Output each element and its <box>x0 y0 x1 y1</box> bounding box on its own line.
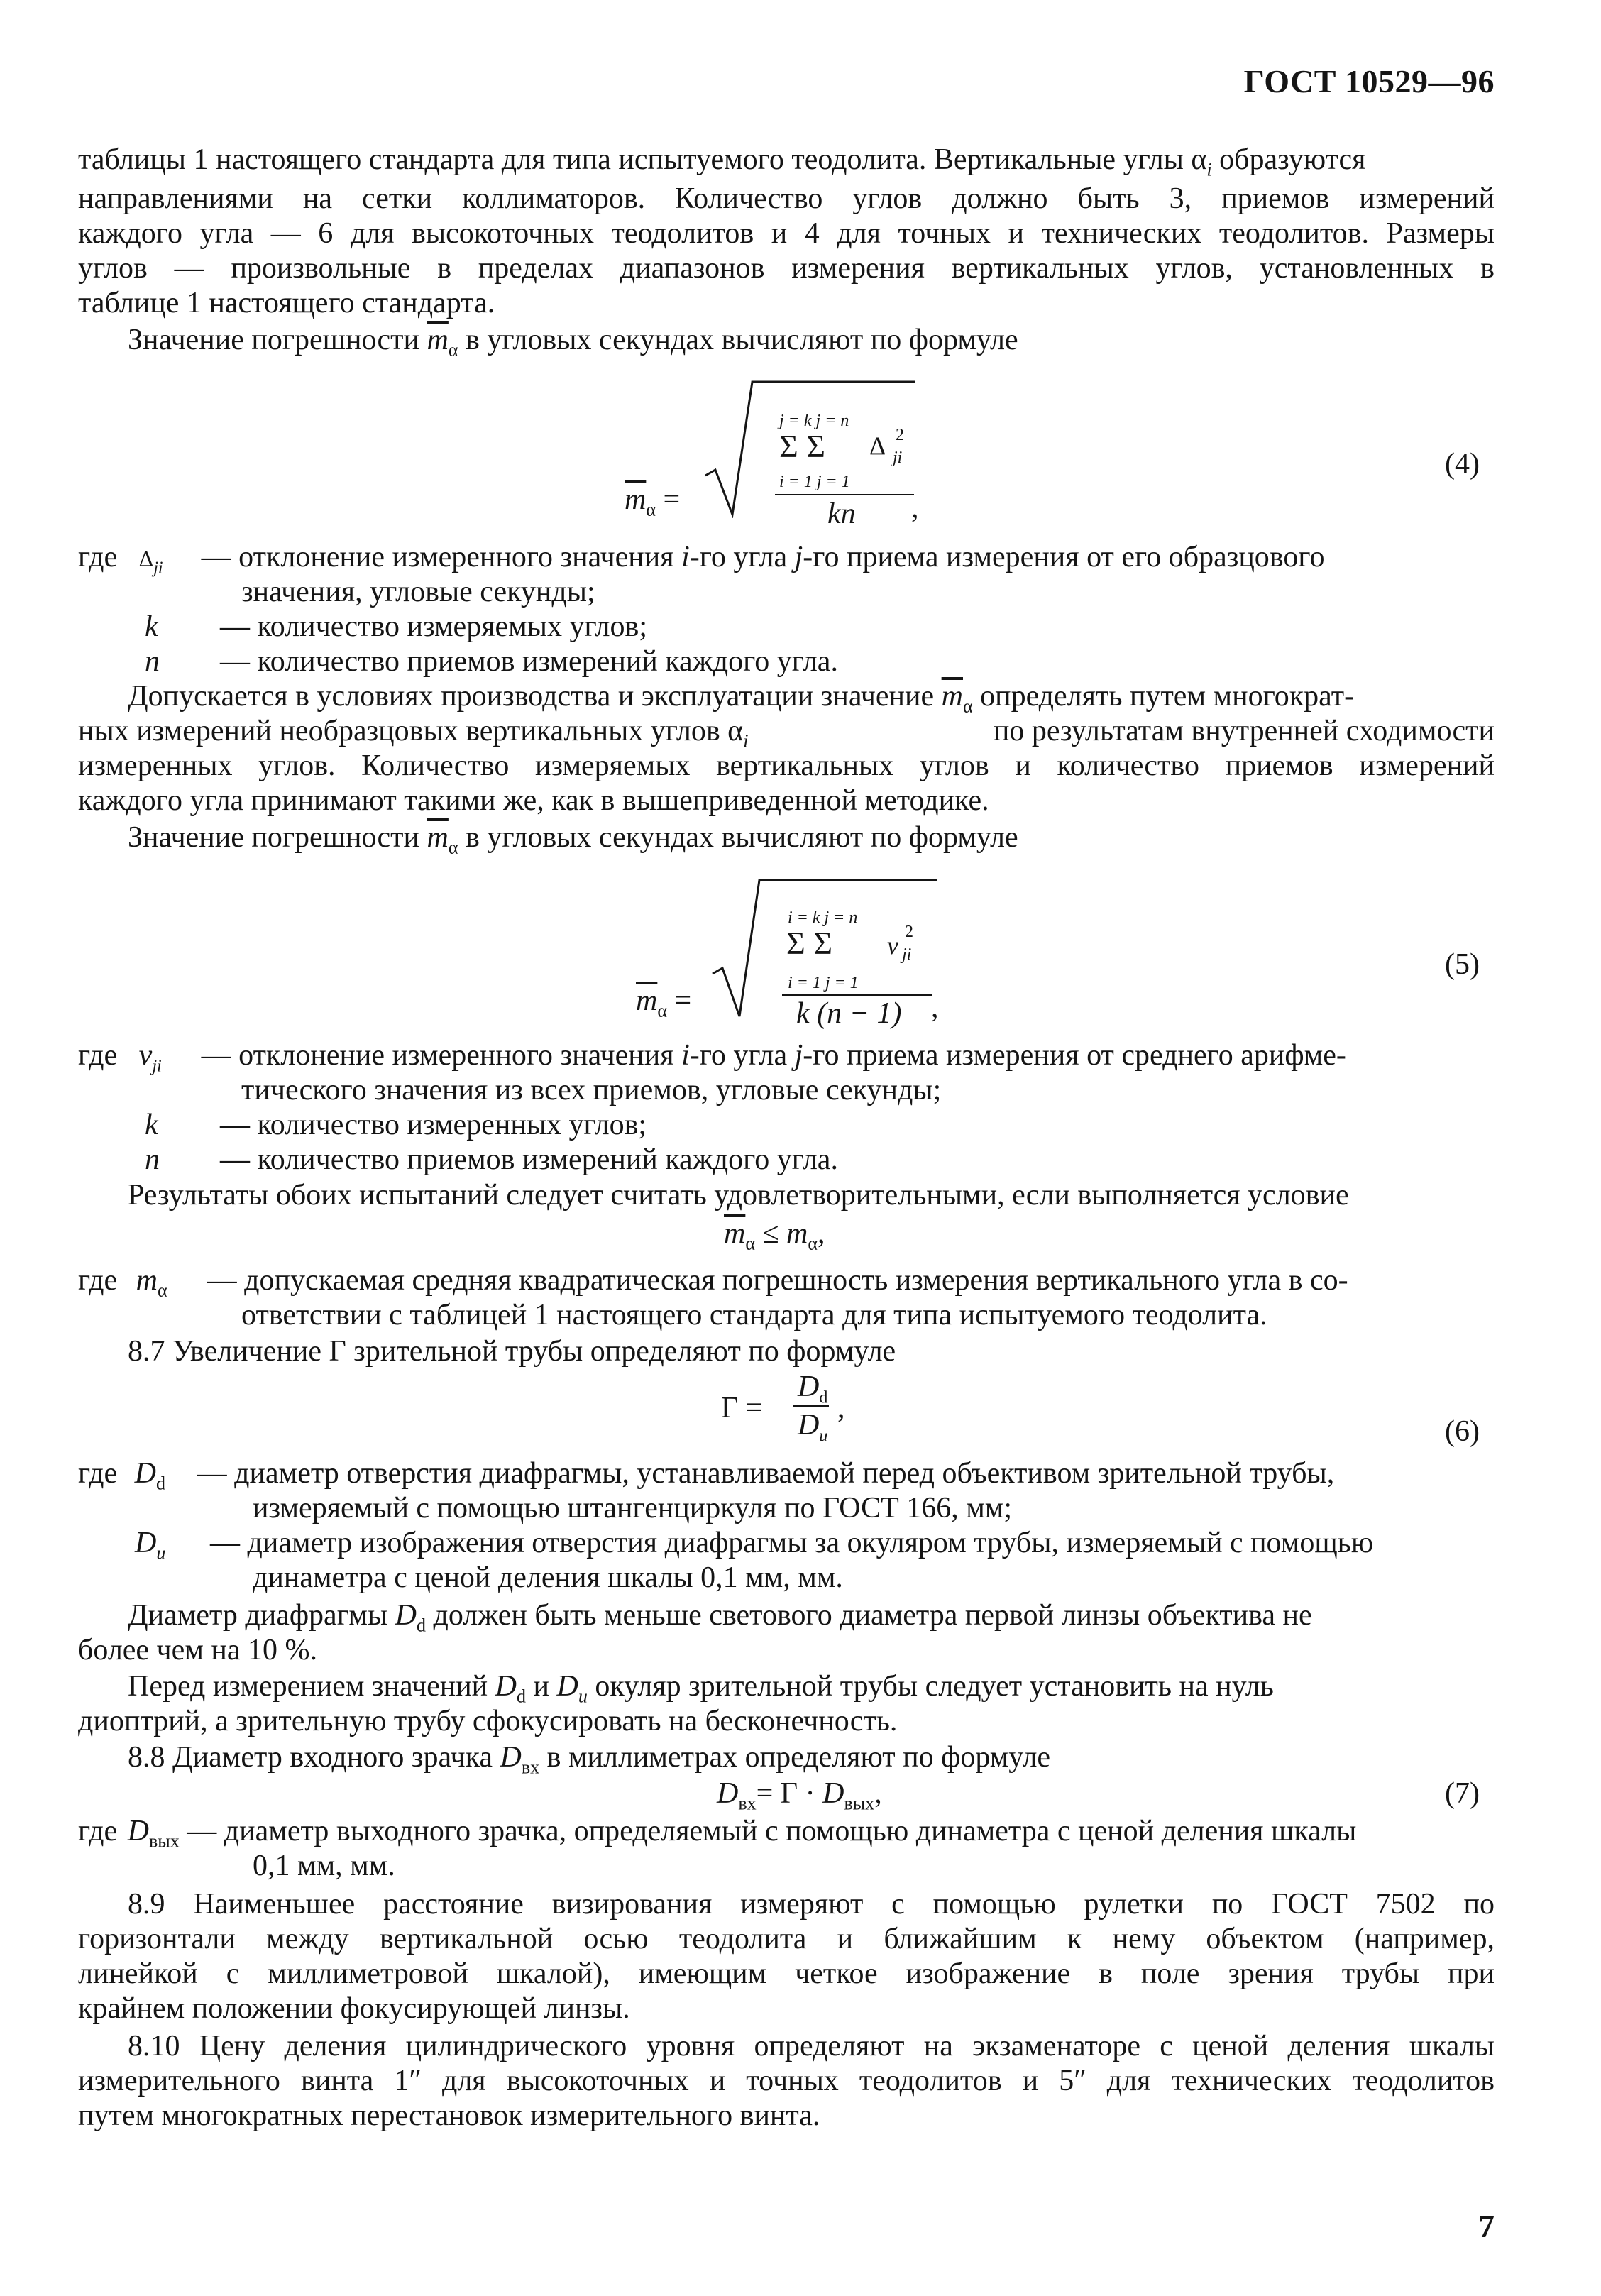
subscript: и <box>578 1686 588 1707</box>
subscript: i <box>743 730 749 752</box>
symbol: D <box>556 1670 578 1703</box>
text-span: j <box>794 541 803 573</box>
definition-line: измеряемый с помощью штангенциркуля по ГОСТ 166, мм; <box>253 1492 1013 1525</box>
comma: , <box>837 1392 845 1424</box>
definition-line: — количество измеряемых углов; <box>220 610 648 643</box>
def-symbol: n <box>145 645 160 678</box>
lower-limits: i = 1 j = 1 <box>779 473 850 491</box>
text-span: в угловых секундах вычисляют по формуле <box>458 821 1018 854</box>
operator: ≤ <box>762 1217 779 1250</box>
page-number: 7 <box>1478 2208 1495 2244</box>
subscript: и <box>156 1542 166 1564</box>
symbol: $\overline{m}$ <box>941 680 963 713</box>
subscript: вх <box>738 1793 757 1814</box>
symbol: $\overline{m}$ <box>636 984 658 1017</box>
equation-number: (4) <box>1445 448 1480 480</box>
section-8-10: 8.10 Цену деления цилиндрического уровня определяют на экзаменаторе с ценой деления шкалы <box>128 2030 1495 2062</box>
body-line <box>128 820 1018 864</box>
symbol: D <box>798 1371 820 1403</box>
subscript: d <box>417 1615 427 1636</box>
eq5-lhs <box>636 984 691 1028</box>
subscript: и <box>819 1427 828 1446</box>
body-line <box>78 143 1365 187</box>
equals: = <box>663 483 681 516</box>
v: v <box>138 1039 153 1072</box>
section-8-9: 8.9 Наименьшее расстояние визирования измеряют с помощью рулетки по ГОСТ 7502 по <box>128 1888 1495 1921</box>
eq4-lhs <box>625 483 680 527</box>
definition-line: 0,1 мм, мм. <box>253 1850 395 1882</box>
equals: = <box>674 984 692 1017</box>
eq6-lhs: Г = <box>721 1392 763 1424</box>
subscript: d <box>156 1473 165 1494</box>
text-span: должен быть меньше светового диаметра первой линзы объектива не <box>426 1599 1312 1632</box>
body-line: каждого угла принимают такими же, как в вышеприведенной методике. <box>78 784 989 817</box>
text-span: таблицы 1 настоящего стандарта для типа испытуемого теодолита. Вертикальные углы α <box>78 143 1207 176</box>
body-line: диоптрий, а зрительную трубу сфокусировать на бесконечность. <box>78 1705 898 1737</box>
text-span: определять путем многократ- <box>980 680 1355 713</box>
def-symbol: k <box>145 610 158 643</box>
body-line: измерительного винта 1″ для высокоточных и точных теодолитов и 5″ для технических теодолитов <box>78 2065 1495 2097</box>
subscript: α <box>962 696 973 717</box>
v: v <box>887 931 898 960</box>
comma: , <box>911 492 919 524</box>
delta: Δ <box>869 432 886 460</box>
definition-line: динаметра с ценой деления шкалы 0,1 мм, мм. <box>253 1561 843 1594</box>
symbol: m <box>786 1217 808 1250</box>
symbol: $\overline{m}$ <box>427 324 449 356</box>
definition-line: значения, угловые секунды; <box>241 576 595 608</box>
page-header: ГОСТ 10529—96 <box>1243 63 1495 99</box>
body-line <box>128 323 1018 367</box>
text-span: — диаметр выходного зрачка, определяемый с помощью динаметра с ценой деления шкалы <box>187 1815 1357 1847</box>
text-span: по результатам внутренней сходимости <box>993 715 1495 747</box>
subscript: α <box>158 1280 167 1301</box>
subscript: вых <box>149 1830 180 1852</box>
equation-number: (6) <box>1445 1415 1480 1448</box>
body-line: крайнем положении фокусирующей линзы. <box>78 1992 630 2025</box>
subscript: α <box>657 1000 667 1021</box>
subscript: d <box>517 1686 527 1707</box>
lower-limits: i = 1 j = 1 <box>788 974 859 992</box>
def-symbol <box>139 1038 202 1083</box>
subscript: ji <box>152 1057 162 1076</box>
text-span: окуляр зрительной трубы следует установить на нуль <box>587 1670 1274 1703</box>
text-span: Значение погрешности <box>128 324 427 356</box>
text-span: Диаметр диафрагмы <box>128 1599 395 1632</box>
text-span: — допускаемая средняя квадратическая погрешность измерения вертикального угла в со- <box>207 1264 1348 1297</box>
definition-line: — диаметр изображения отверстия диафрагмы за окуляром трубы, измеряемый с помощью <box>210 1527 1374 1559</box>
text-span: -го приема измерения от его образцового <box>803 541 1325 573</box>
def-symbol: k <box>145 1109 158 1141</box>
definition-line: — количество измеренных углов; <box>220 1109 647 1141</box>
symbol: D <box>822 1777 844 1810</box>
equation-number: (5) <box>1445 948 1480 981</box>
text-span: 8.8 Диаметр входного зрачка <box>128 1741 500 1774</box>
where-word: где <box>78 1457 118 1490</box>
symbol: D <box>798 1409 820 1441</box>
def-symbol <box>128 1814 180 1858</box>
text-span: -го угла <box>689 1039 795 1072</box>
symbol: D <box>717 1777 739 1810</box>
delta: Δ <box>138 546 154 571</box>
body-line: горизонтали между вертикальной осью теодолита и ближайшим к нему объектом (например, <box>78 1923 1495 1955</box>
denominator: kn <box>827 498 856 530</box>
section-8-7: 8.7 Увеличение Г зрительной трубы определяют по формуле <box>128 1335 896 1368</box>
text-span: Перед измерением значений <box>128 1670 495 1703</box>
text-span: ных измерений необразцовых вертикальных углов α <box>78 715 744 747</box>
text-span: i <box>681 1039 690 1072</box>
text-span: j <box>794 1039 803 1072</box>
text-span: Допускается в условиях производства и эксплуатации значение <box>128 680 935 713</box>
body-line: Результаты обоих испытаний следует считать удовлетворительными, если выполняется условие <box>128 1179 1349 1212</box>
fraction-line <box>793 1405 829 1407</box>
denominator <box>798 1408 827 1453</box>
text-span: -го приема измерения от среднего арифме- <box>803 1039 1346 1072</box>
subscript: i <box>1206 159 1212 180</box>
text-span: — отклонение измеренного значения <box>201 1039 682 1072</box>
body-line: каждого угла — 6 для высокоточных теодолитов и 4 для точных и технических теодолитов. Размеры <box>78 217 1495 250</box>
where-word: где <box>78 1264 118 1297</box>
body-line: углов — произвольные в пределах диапазонов измерения вертикальных углов, установленных в <box>78 252 1495 285</box>
text-span: и <box>526 1670 557 1703</box>
symbol: D <box>395 1599 417 1632</box>
sigma-symbols: Σ Σ <box>779 428 826 464</box>
definition-line: ответствии с таблицей 1 настоящего стандарта для типа испытуемого теодолита. <box>241 1299 1267 1331</box>
text-span: i <box>681 541 690 573</box>
superscript: 2 <box>905 923 913 941</box>
subscript: α <box>646 499 656 520</box>
subscript: α <box>448 837 458 858</box>
text-span: в угловых секундах вычисляют по формуле <box>458 324 1018 356</box>
upper-limits: j = k j = n <box>779 412 849 430</box>
subscript: α <box>745 1233 755 1254</box>
subscript: d <box>819 1388 828 1407</box>
eq4-term <box>869 429 886 463</box>
section-8-8 <box>128 1740 1050 1784</box>
symbol: $\overline{m}$ <box>427 821 449 854</box>
where-word: где <box>78 1815 118 1847</box>
body-line: направлениями на сетки коллиматоров. Количество углов должно быть 3, приемов измерений <box>78 182 1495 215</box>
body-line: путем многократных перестановок измерительного винта. <box>78 2099 820 2132</box>
body-line: более чем на 10 %. <box>78 1634 318 1666</box>
body-line: линейкой с миллиметровой шкалой), имеющим четкое изображение в поле зрения трубы при <box>78 1957 1495 1990</box>
symbol: $\overline{m}$ <box>625 483 647 516</box>
symbol: D <box>134 1457 156 1490</box>
body-line: измеренных углов. Количество измеряемых вертикальных углов и количество приемов измерений <box>78 749 1495 782</box>
comma: , <box>818 1217 825 1250</box>
subscript: α <box>808 1233 818 1254</box>
body-line: таблице 1 настоящего стандарта. <box>78 287 495 319</box>
where-word: где <box>78 1039 118 1072</box>
def-symbol <box>135 1526 165 1570</box>
symbol: D <box>500 1741 522 1774</box>
comma: , <box>874 1777 882 1810</box>
subscript: ji <box>893 449 903 467</box>
symbol: D <box>127 1815 149 1847</box>
text-span: — отклонение измеренного значения <box>201 541 682 573</box>
subscript: ji <box>902 945 912 964</box>
comma: , <box>931 992 939 1024</box>
def-symbol <box>135 1456 197 1500</box>
denominator: k (n − 1) <box>796 997 902 1030</box>
subscript: α <box>448 339 458 361</box>
eq5-term <box>887 928 898 962</box>
superscript: 2 <box>896 426 904 444</box>
upper-limits: i = k j = n <box>788 908 858 927</box>
fraction-line <box>775 494 914 495</box>
equation-number: (7) <box>1445 1777 1480 1810</box>
subscript: вх <box>521 1757 540 1778</box>
symbol: m <box>136 1264 158 1297</box>
definition-line: — количество приемов измерений каждого угла. <box>220 1143 838 1176</box>
text-span: — диаметр отверстия диафрагмы, устанавливаемой перед объективом зрительной трубы, <box>197 1457 1335 1490</box>
text-span: образуются <box>1211 143 1366 176</box>
def-symbol: n <box>145 1143 160 1176</box>
text-span: = Г · <box>756 1777 815 1810</box>
definition-line: — количество приемов измерений каждого угла. <box>220 645 838 678</box>
fraction-line <box>782 994 932 996</box>
text-span: -го угла <box>689 541 795 573</box>
symbol: D <box>495 1670 517 1703</box>
definition-line: тического значения из всех приемов, угловые секунды; <box>241 1074 942 1106</box>
sigma-symbols: Σ Σ <box>786 925 833 961</box>
symbol: D <box>135 1527 157 1559</box>
text-span: Значение погрешности <box>128 821 427 854</box>
def-symbol <box>139 540 202 585</box>
where-word: где <box>78 541 118 573</box>
condition-formula <box>724 1216 825 1260</box>
def-symbol <box>136 1263 207 1307</box>
subscript: ji <box>153 559 163 578</box>
text-span: в миллиметрах определяют по формуле <box>539 1741 1051 1774</box>
symbol: $\overline{m}$ <box>724 1217 746 1250</box>
subscript: вых <box>844 1793 875 1814</box>
